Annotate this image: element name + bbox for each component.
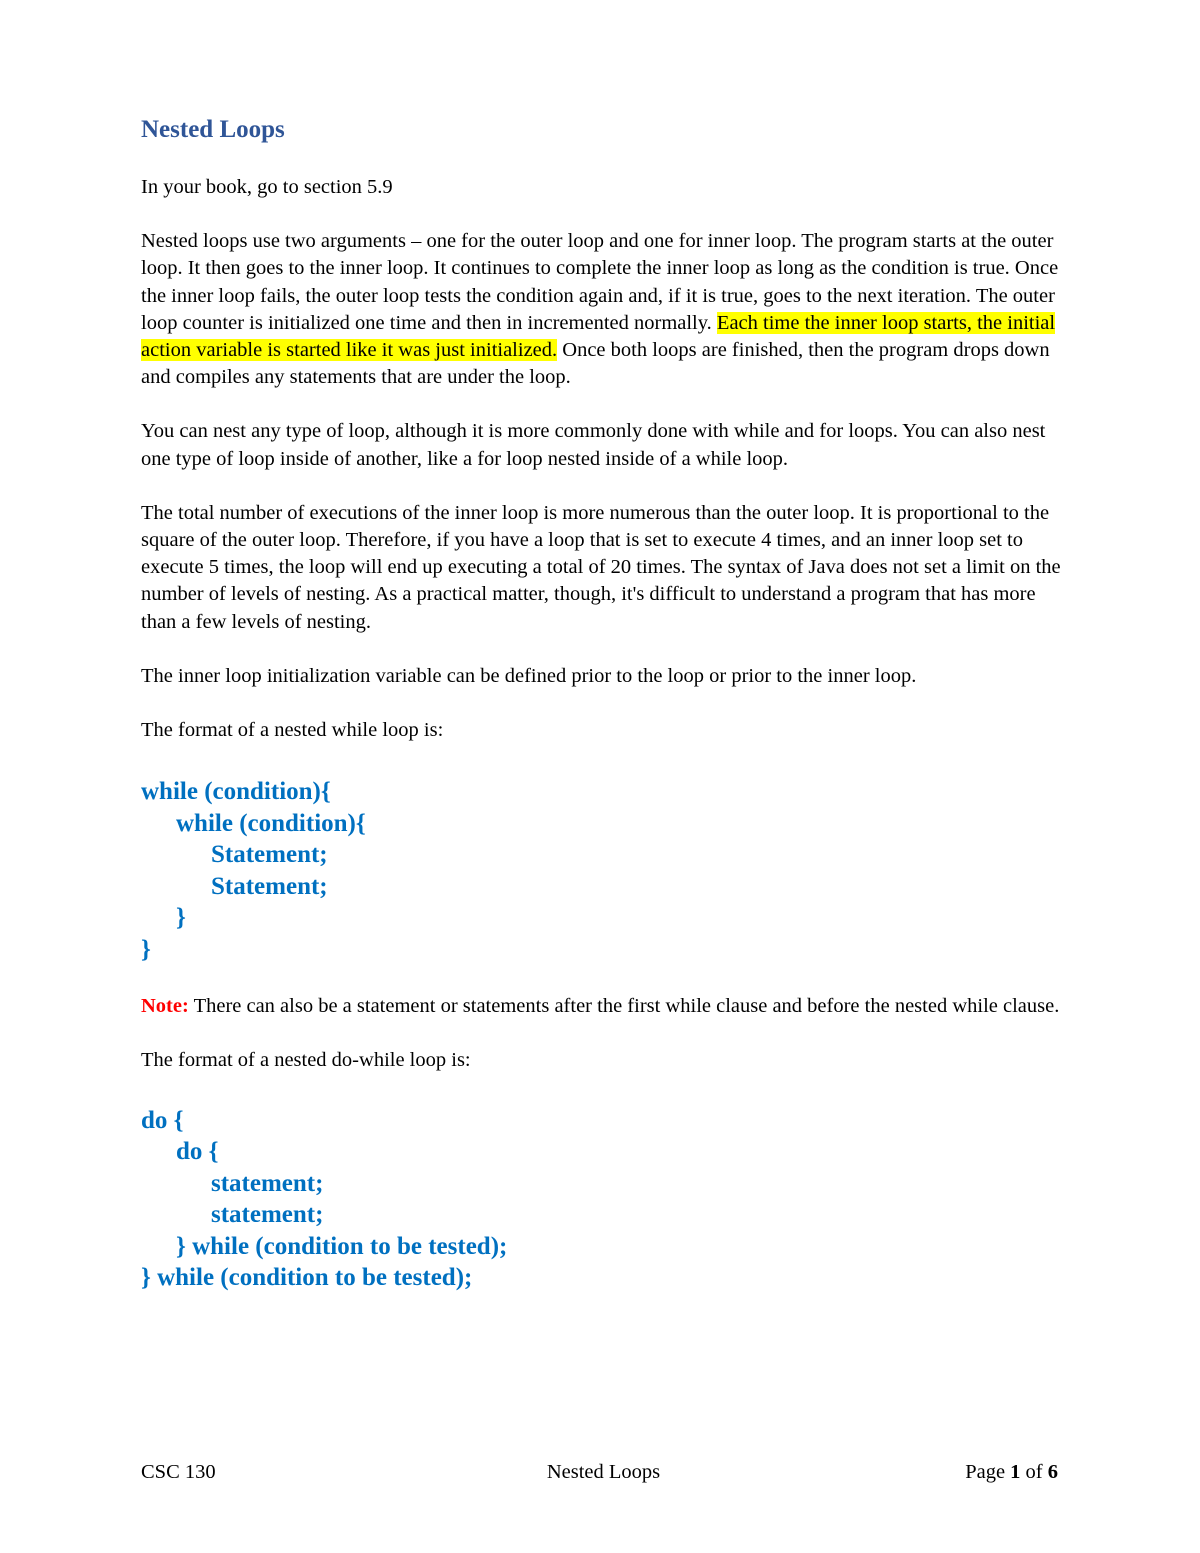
paragraph-initialization: The inner loop initialization variable can be defined prior to the loop or prior to the inner loop. [141,664,917,687]
footer-page-number [965,1458,1058,1486]
footer-page-word: Page [965,1461,1011,1483]
footer-title: Nested Loops [546,1461,661,1483]
paragraph-do-while-format: The format of a nested do-while loop is: [141,1049,471,1072]
note-paragraph [141,993,1066,1020]
code-line: Statement; [211,841,328,869]
code-line: } while (condition to be tested); [141,1264,473,1292]
page-title: Nested Loops [141,116,285,143]
paragraph-nested-loops [141,228,1066,391]
code-line: statement; [211,1201,324,1229]
footer-course: CSC 130 [141,1461,216,1483]
while-code-block [141,776,1066,965]
footer-page-current: 1 [1010,1461,1021,1483]
code-line: do { [176,1138,219,1166]
paragraph-while-format: The format of a nested while loop is: [141,719,444,742]
code-line: statement; [211,1169,324,1197]
footer-page-total: 6 [1047,1461,1058,1483]
code-line: } [176,904,186,932]
do-while-code-block [141,1105,1066,1294]
paragraph-loop-types: You can nest any type of loop, although it is more commonly done with while and for loops. You can also nest one type of loop inside of another, like a for loop nested inside of a while loop. [141,420,1046,470]
paragraph-text: Once both loops are finished, then the program drops down and compiles any statements that are under the loop. [141,339,1050,389]
paragraph-executions: The total number of executions of the inner loop is more numerous than the outer loop. It is proportional to the square of the outer loop. Therefore, if you have a loop that is set to execute 4 times, and an inner loop set to execute 5 times, the loop will end up executing a total of 20 times. The syntax of Java does not set a limit on the number of levels of nesting. As a practical matter, though, it's difficult to understand a program that has more than a few levels of nesting. [141,501,1061,633]
code-line: while (condition){ [176,809,366,837]
highlighted-text: Each time the inner loop starts, the initial action variable is started like it was just initialized. [141,311,1056,362]
note-label: Note: [141,995,189,1018]
intro-paragraph: In your book, go to section 5.9 [141,176,393,198]
code-line: do { [141,1106,184,1134]
document-body [141,112,1066,1322]
note-text: There can also be a statement or statements after the first while clause and before the nested while clause. [188,995,1060,1018]
code-line: while (condition){ [141,778,331,806]
code-line: } [141,935,151,963]
paragraph-text: Nested loops use two arguments – one for the outer loop and one for inner loop. The program starts at the outer loop. It then goes to the inner loop. It continues to complete the inner loop as long as the condition is true. Once the inner loop fails, the outer loop tests the condition again and, if it is true, goes to the next iteration. The outer loop counter is initialized one time and then in incremented normally. [141,230,1059,334]
code-line: Statement; [211,872,328,900]
footer-of-word: of [1020,1461,1048,1483]
code-line: } while (condition to be tested); [176,1232,508,1260]
